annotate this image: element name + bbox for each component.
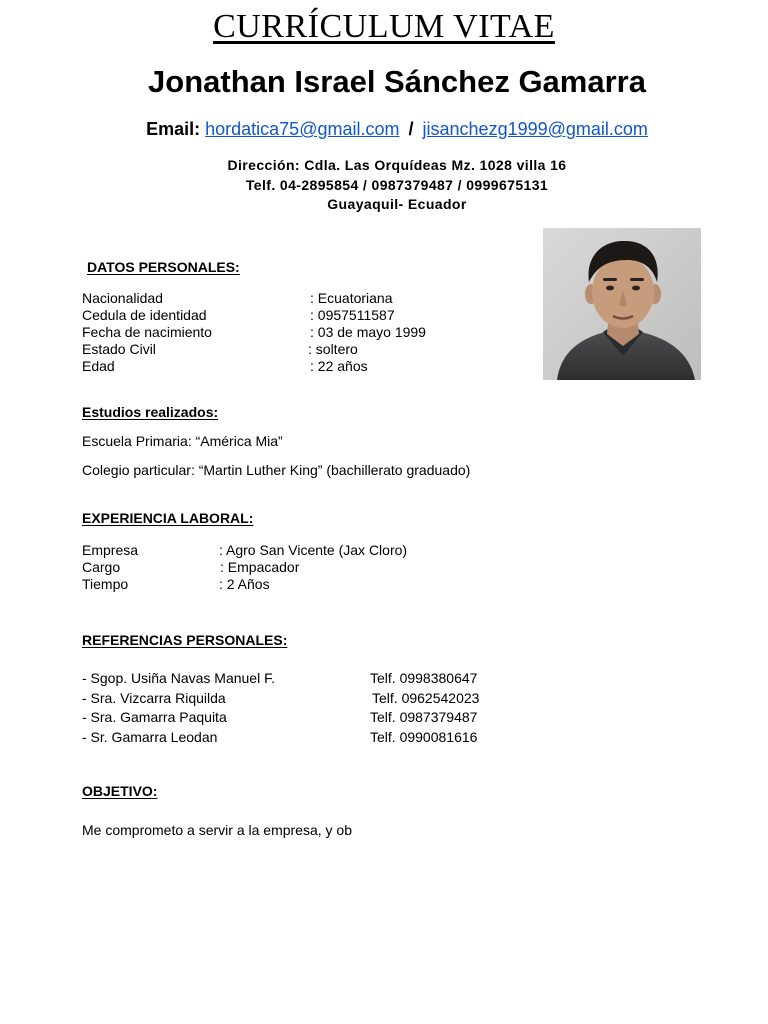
study-item: Escuela Primaria: “América Mia”: [82, 433, 283, 449]
row-label: Tiempo: [82, 576, 129, 592]
reference-phone: Telf. 0987379487: [370, 709, 478, 725]
section-heading-objective: OBJETIVO:: [82, 783, 158, 799]
references-list: [82, 670, 522, 748]
row-label: Cargo: [82, 559, 121, 575]
row-value: : 22 años: [310, 358, 368, 374]
row-value: : Agro San Vicente (Jax Cloro): [219, 542, 408, 558]
row-label: Fecha de nacimiento: [82, 324, 212, 340]
row-label: Edad: [82, 358, 115, 374]
profile-photo: [543, 228, 701, 380]
personal-row: [82, 324, 502, 341]
row-label: Nacionalidad: [82, 290, 163, 306]
objective-text: Me comprometo a servir a la empresa, y ob: [82, 822, 352, 838]
reference-item: [82, 690, 522, 710]
row-value: : Empacador: [220, 559, 300, 575]
reference-item: [82, 709, 522, 729]
email-label: Email:: [146, 119, 201, 139]
email-link-primary[interactable]: [205, 119, 399, 139]
document-title: CURRÍCULUM VITAE: [213, 8, 555, 45]
reference-phone: Telf. 0990081616: [370, 728, 478, 745]
row-value: : Ecuatoriana: [310, 290, 393, 306]
person-name: Jonathan Israel Sánchez Gamarra: [148, 64, 646, 99]
row-label: Empresa: [82, 542, 139, 558]
personal-data-list: [82, 290, 502, 375]
row-label: Estado Civil: [82, 341, 156, 357]
experience-row: [82, 559, 502, 576]
email-separator: /: [408, 119, 414, 139]
reference-item: [82, 729, 522, 749]
email-domain: @gmail.com: [299, 119, 400, 139]
email-line: [0, 119, 768, 140]
row-label: Cedula de identidad: [82, 307, 207, 323]
reference-name: - Sra. Vizcarra Riquilda: [82, 689, 226, 706]
row-value: : soltero: [308, 341, 358, 357]
row-value: : 0957511587: [310, 307, 395, 323]
section-heading-references: REFERENCIAS PERSONALES:: [82, 632, 288, 648]
phones-line: Telf. 04-2895854 / 0987379487 / 0999675131: [245, 177, 549, 193]
row-value: : 03 de mayo 1999: [310, 324, 426, 340]
section-heading-personal: DATOS PERSONALES:: [87, 259, 240, 275]
city-line: Guayaquil- Ecuador: [327, 196, 467, 212]
email-link-secondary[interactable]: jisanchezg1999@gmail.com: [422, 119, 648, 139]
reference-phone: Telf. 0962542023: [372, 689, 480, 706]
reference-name: - Sr. Gamarra Leodan: [82, 728, 218, 745]
email-user: hordatica75: [205, 119, 300, 139]
reference-phone: Telf. 0998380647: [370, 670, 478, 686]
reference-name: - Sgop. Usiña Navas Manuel F.: [82, 670, 275, 686]
experience-row: [82, 576, 502, 593]
section-heading-studies: Estudios realizados:: [82, 404, 219, 420]
personal-row: [82, 341, 502, 358]
experience-list: [82, 542, 502, 593]
section-heading-experience: EXPERIENCIA LABORAL:: [82, 510, 254, 526]
personal-row: [82, 290, 502, 307]
reference-item: [82, 670, 522, 690]
row-value: : 2 Años: [219, 576, 270, 592]
reference-name: - Sra. Gamarra Paquita: [82, 709, 227, 725]
address-line: Dirección: Cdla. Las Orquídeas Mz. 1028 villa 16: [227, 157, 567, 173]
personal-row: [82, 358, 502, 375]
personal-row: [82, 307, 502, 324]
study-item: Colegio particular: “Martin Luther King” (bachillerato graduado): [82, 462, 471, 478]
experience-row: [82, 542, 502, 559]
